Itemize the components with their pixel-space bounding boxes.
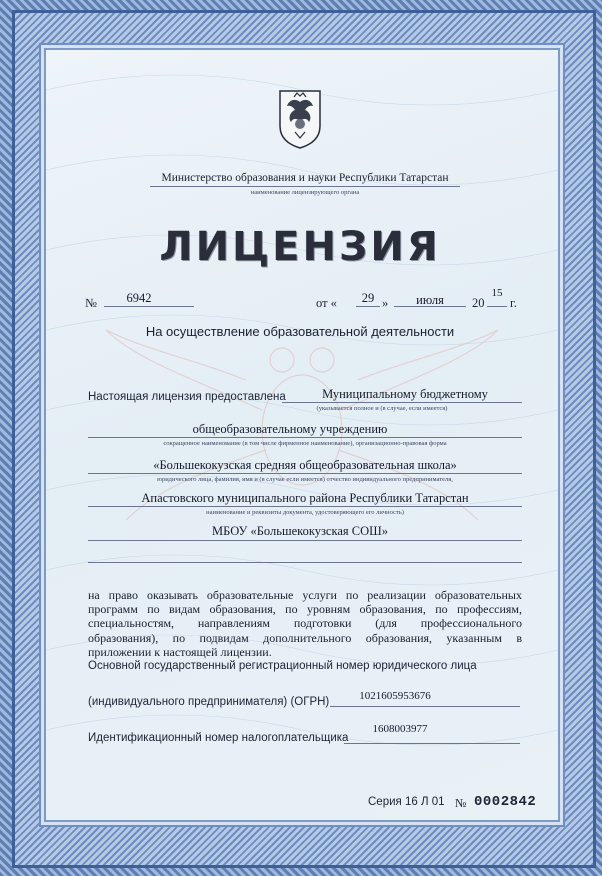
ogrn-label-2: (индивидуального предпринимателя) (ОГРН) <box>88 696 330 708</box>
rights-line: на право оказывать образовательные услуги по реализации образовательных <box>88 588 522 602</box>
date-mid: » <box>382 296 389 310</box>
inn-label: Идентификационный номер налогоплательщика <box>88 732 349 744</box>
licensee-line-1: Муниципальному бюджетному <box>322 387 488 401</box>
license-purpose: На осуществление образовательной деятельности <box>145 324 455 339</box>
rights-line: образования), по подвидам дополнительного образования, указанным в <box>88 630 522 645</box>
authority-caption: наименование лицензирующего органа <box>250 189 360 196</box>
ogrn-value: 1021605953676 <box>359 690 431 702</box>
licensee-line-2: общеобразовательному учреждению <box>192 422 388 436</box>
series-value: 16 Л 01 <box>405 796 445 808</box>
licensee-caption-1: (указывается полное и (в случае, если имеется) <box>316 405 448 412</box>
license-number: 6942 <box>126 291 152 305</box>
licensee-caption-2: сокращенное наименование (в том числе фирменное наименование), организационно-правовая форма <box>163 440 447 447</box>
number-prefix: № <box>85 296 97 310</box>
rights-line: приложении к настоящей лицензии. <box>88 644 272 659</box>
issuing-authority: Министерство образования и науки Республики Татарстан <box>161 172 449 184</box>
series-label: Серия <box>368 796 402 808</box>
date-from: от « <box>316 296 337 310</box>
licensee-caption-4: наименование и реквизиты документа, удостоверяющего его личность) <box>206 509 404 516</box>
licensee-line-4: Апастовского муниципального района Республики Татарстан <box>141 491 469 505</box>
license-day: 29 <box>361 291 375 305</box>
license-month: июля <box>416 293 444 307</box>
rights-line: программ по видам образования, по уровням образования, по профессиям, <box>88 602 522 617</box>
inn-value: 1608003977 <box>372 723 428 735</box>
year-end: г. <box>510 296 517 310</box>
document-title: ЛИЦЕНЗИЯ <box>159 224 441 270</box>
series-number-label: № <box>455 796 467 810</box>
ogrn-label-1: Основной государственный регистрационный номер юридического лица <box>88 660 477 672</box>
licensee-intro: Настоящая лицензия предоставлена <box>88 391 286 403</box>
coat-of-arms-icon <box>275 88 325 150</box>
rights-text <box>88 588 522 659</box>
rights-line: специальностям, направлениям подготовки (для профессионального <box>88 616 522 631</box>
series-number: 0002842 <box>474 794 537 810</box>
year-suffix: 15 <box>491 287 503 299</box>
year-prefix: 20 <box>472 296 485 310</box>
licensee-short-name: МБОУ «Большекокузская СОШ» <box>212 524 388 538</box>
licensee-line-3: «Большекокузская средняя общеобразовательная школа» <box>153 458 457 472</box>
licensee-caption-3: юридического лица, фамилия, имя и (в случае если имеется) отчество индивидуального предпринимателя, <box>157 476 453 483</box>
